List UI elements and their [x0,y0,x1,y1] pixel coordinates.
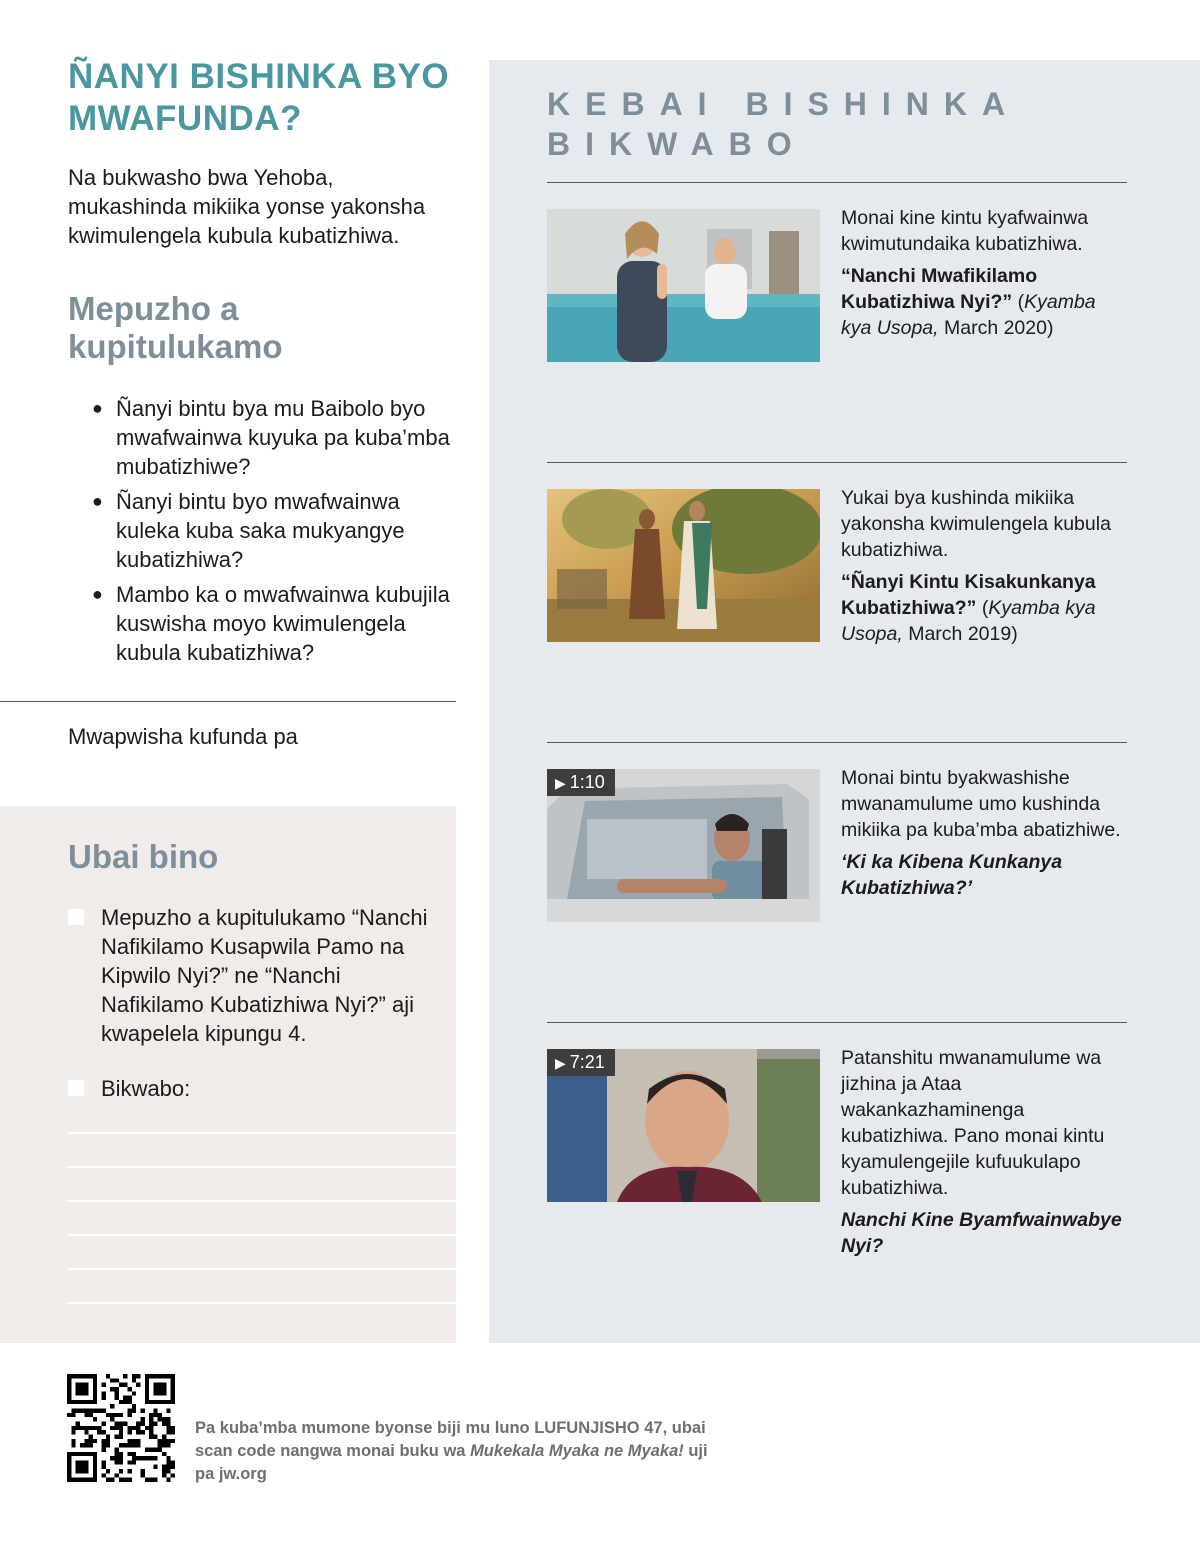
video-title[interactable]: Nanchi Kine Byamfwainwabye Nyi? [841,1209,1122,1257]
article-reference[interactable]: “Ñanyi Kintu Kisakunkanya Kubatizhiwa?” (Kyamba kya Usopa, March 2019) [841,571,1096,645]
section-divider [547,1022,1127,1023]
write-line[interactable] [68,1132,456,1134]
video-duration-badge: ▶ 7:21 [547,1049,615,1076]
article-reference[interactable]: “Nanchi Mwafikilamo Kubatizhiwa Nyi?” (Kyamba kya Usopa, March 2020) [841,265,1096,339]
todo-item-review: Mepuzho a kupitulukamo “Nanchi Nafikilamo Kusapwila Pamo na Kipwilo Nyi?” ne “Nanchi Nafikilamo Kubatizhiwa Nyi?” aji kwapelela kipungu 4. [68,903,438,1048]
todo-checkbox[interactable] [68,909,84,925]
bullet-icon: ● [92,398,103,418]
review-questions [92,394,462,673]
section-divider [547,182,1127,183]
man-driving-truck-photo[interactable] [547,769,820,922]
todo-heading: Ubai bino [68,838,219,875]
qr-code-icon[interactable] [67,1374,175,1482]
review-question: ● Ñanyi bintu byo mwafwainwa kuleka kuba saka mukyangye kubatizhiwa? [92,489,405,572]
page-title: ÑANYI BISHINKA BYO MWAFUNDA? [68,57,450,138]
todo-item-other: Bikwabo: [68,1074,438,1103]
write-line[interactable] [68,1234,456,1236]
more-heading: KEBAI BISHINKA BIKWABO [547,86,1019,162]
play-icon: ▶ [555,775,566,791]
card-text: Yukai bya kushinda mikiika yakonsha kwimulengela kubula kubatizhiwa. “Ñanyi Kintu Kisakunkanya Kubatizhiwa?” (Kyamba kya Usopa, March 2019) [841,485,1131,647]
section-divider [547,462,1127,463]
write-line[interactable] [68,1268,456,1270]
finished-date-label: Mwapwisha kufunda pa [68,724,298,749]
review-question: ● Ñanyi bintu bya mu Baibolo byo mwafwainwa kuyuka pa kuba’mba mubatizhiwe? [92,396,450,479]
baptism-pool-photo[interactable] [547,209,820,362]
review-heading: Mepuzho a kupitulukamo [68,290,283,365]
video-duration-badge: ▶ 1:10 [547,769,615,796]
write-line[interactable] [68,1302,456,1304]
todo-checkbox[interactable] [68,1080,84,1096]
bullet-icon: ● [92,584,103,604]
review-question: ● Mambo ka o mwafwainwa kubujila kuswisha moyo kwimulengela kubula kubatizhiwa? [92,582,450,665]
jesus-baptizing-painting[interactable] [547,489,820,642]
smiling-man-photo[interactable] [547,1049,820,1202]
write-line[interactable] [68,1200,456,1202]
section-divider [0,701,456,702]
video-title[interactable]: ‘Ki ka Kibena Kunkanya Kubatizhiwa?’ [841,851,1063,899]
card-text: Patanshitu mwanamulume wa jizhina ja Ataa wakankazhaminenga kubatizhiwa. Pano monai kintu kyamulengejile kufuukulapo kubatizhiwa. Nanchi Kine Byamfwainwabye Nyi? [841,1045,1131,1259]
card-text: Monai kine kintu kyafwainwa kwimutundaika kubatizhiwa. “Nanchi Mwafikilamo Kubatizhiwa Nyi?” (Kyamba kya Usopa, March 2020) [841,205,1131,341]
section-divider [547,742,1127,743]
bullet-icon: ● [92,491,103,511]
footer-note: Pa kuba’mba mumone byonse biji mu luno LUFUNJISHO 47, ubai scan code nangwa monai buku wa Mukekala Myaka ne Myaka! uji pa jw.org [195,1419,708,1483]
intro-text: Na bukwasho bwa Yehoba, mukashinda mikiika yonse yakonsha kwimulengela kubula kubatizhiwa. [68,165,426,248]
card-text: Monai bintu byakwashishe mwanamulume umo kushinda mikiika pa kuba’mba abatizhiwe. ‘Ki ka Kibena Kunkanya Kubatizhiwa?’ [841,765,1131,901]
write-line[interactable] [68,1166,456,1168]
play-icon: ▶ [555,1055,566,1071]
